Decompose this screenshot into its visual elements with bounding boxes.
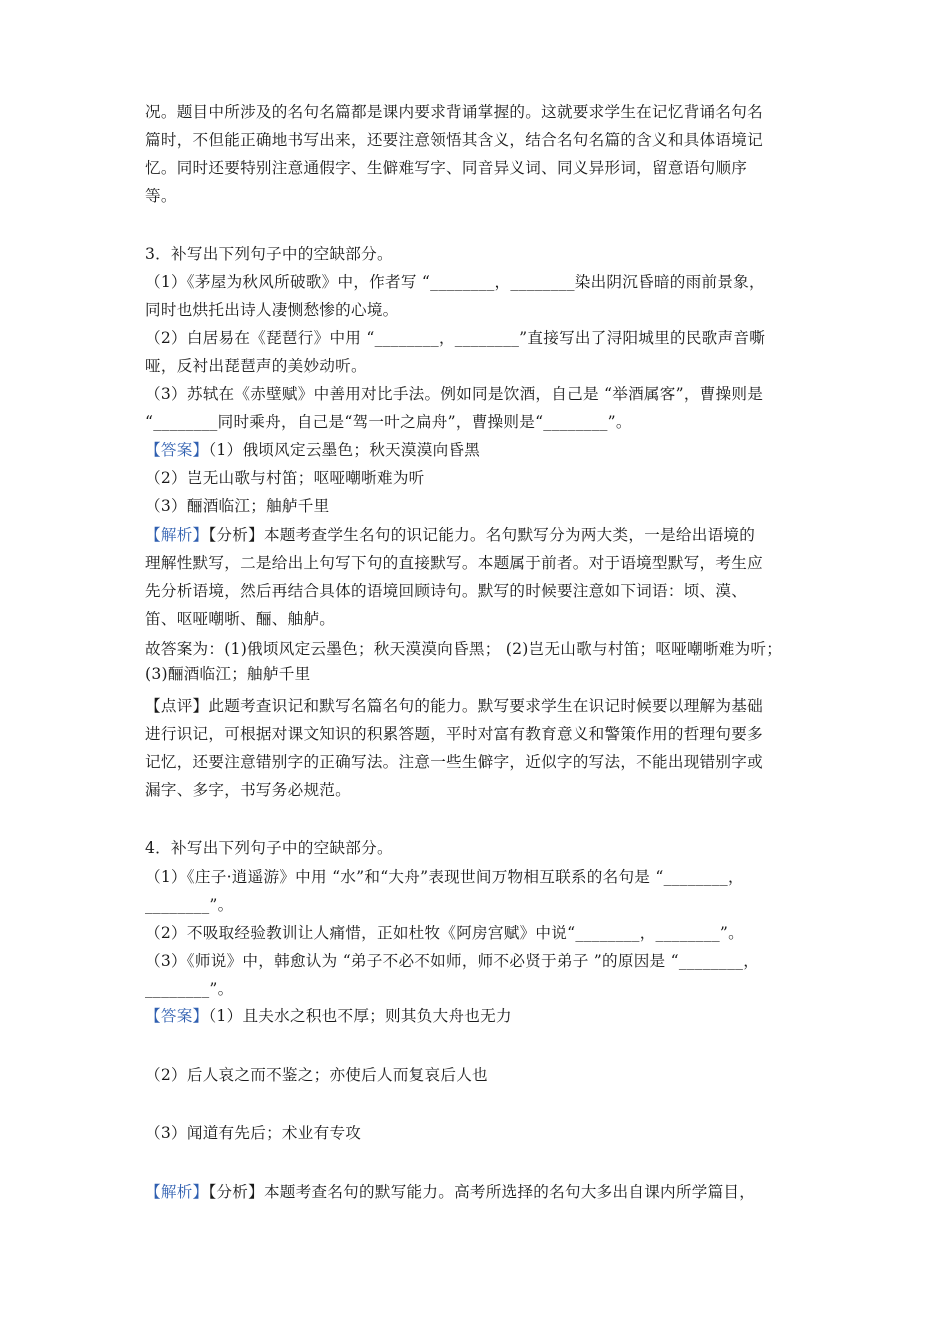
question-3-line: 哑，反衬出琵琶声的美妙动听。 <box>145 357 367 375</box>
answer-text: （1）且夫水之积也不厚；则其负大舟也无力 <box>208 1007 512 1025</box>
final-answer-3-line: 故答案为：(1)俄顷风定云墨色；秋天漠漠向昏黑； (2)岂无山歌与村笛；呕哑嘲哳难为听； <box>145 640 783 658</box>
analysis-text: 【分析】本题考查学生名句的识记能力。名句默写分为两大类，一是给出语境的 <box>208 526 756 544</box>
analysis-tag: 【解析】 <box>145 526 209 544</box>
intro-line: 况。题目中所涉及的名句名篇都是课内要求背诵掌握的。这就要求学生在记忆背诵名句名 <box>145 103 763 121</box>
answer-text: （1）俄顷风定云墨色；秋天漠漠向昏黑 <box>208 441 481 459</box>
question-3-title: 3．补写出下列句子中的空缺部分。 <box>145 245 393 263</box>
analysis-text: 【分析】本题考查名句的默写能力。高考所选择的名句大多出自课内所学篇目， <box>208 1183 756 1201</box>
comment-3-line: 【点评】此题考查识记和默写名篇名句的能力。默写要求学生在识记时候要以理解为基础 <box>145 697 763 715</box>
question-4-line: ________”。 <box>145 980 234 998</box>
answer-tag: 【答案】 <box>145 441 209 459</box>
question-4-line: ________”。 <box>145 896 234 914</box>
analysis-3-line <box>145 524 755 546</box>
question-4-title: 4．补写出下列句子中的空缺部分。 <box>145 839 393 857</box>
question-4-line: （3）《师说》中，韩愈认为 “弟子不必不如师，师不必贤于弟子 ”的原因是 “________， <box>145 952 760 970</box>
intro-line: 忆。同时还要特别注意通假字、生僻难写字、同音异义词、同义异形词，留意语句顺序 <box>145 159 748 177</box>
final-answer-3-line: (3)酾酒临江；舳舻千里 <box>145 665 311 683</box>
question-3-line: （1）《茅屋为秋风所破歌》中，作者写 “________，________染出阴沉昏暗的雨前景象， <box>145 273 765 291</box>
answer-4-line: （3）闻道有先后；术业有专攻 <box>145 1124 362 1142</box>
answer-4-line: （2）后人哀之而不鉴之；亦使后人而复哀后人也 <box>145 1066 488 1084</box>
analysis-3-line: 先分析语境，然后再结合具体的语境回顾诗句。默写的时候要注意如下词语：顷、漠、 <box>145 582 748 600</box>
analysis-tag: 【解析】 <box>145 1183 209 1201</box>
question-3-line: （3）苏轼在《赤壁赋》中善用对比手法。例如同是饮酒，自己是 “举酒属客”，曹操则是 <box>145 385 764 403</box>
comment-3-line: 记忆，还要注意错别字的正确写法。注意一些生僻字，近似字的写法，不能出现错别字或 <box>145 753 763 771</box>
comment-3-line: 进行识记，可根据对课文知识的积累答题，平时对富有教育意义和警策作用的哲理句要多 <box>145 725 763 743</box>
question-3-line: （2）白居易在《琵琶行》中用 “________，________”直接写出了浔阳城里的民歌声音嘶 <box>145 329 766 347</box>
question-4-line: （1）《庄子·逍遥游》中用 “水”和“大舟”表现世间万物相互联系的名句是 “________， <box>145 868 744 886</box>
question-3-line: 同时也烘托出诗人凄恻愁惨的心境。 <box>145 301 399 319</box>
answer-tag: 【答案】 <box>145 1007 209 1025</box>
analysis-3-line: 笛、呕哑嘲哳、酾、舳舻。 <box>145 610 336 628</box>
question-4-line: （2）不吸取经验教训让人痛惜，正如杜牧《阿房宫赋》中说“________，________”。 <box>145 924 744 942</box>
answer-4-line <box>145 1005 512 1027</box>
analysis-3-line: 理解性默写，二是给出上句写下句的直接默写。本题属于前者。对于语境型默写，考生应 <box>145 554 763 572</box>
intro-line: 篇时，不但能正确地书写出来，还要注意领悟其含义，结合名句名篇的含义和具体语境记 <box>145 131 763 149</box>
question-3-line: “________同时乘舟，自己是“驾一叶之扁舟”，曹操则是“________”。 <box>145 413 632 431</box>
analysis-4-line <box>145 1181 755 1203</box>
answer-3-line: （3）酾酒临江；舳舻千里 <box>145 497 330 515</box>
intro-line: 等。 <box>145 187 177 205</box>
comment-3-line: 漏字、多字，书写务必规范。 <box>145 781 351 799</box>
answer-3-line <box>145 439 480 461</box>
answer-3-line: （2）岂无山歌与村笛；呕哑嘲哳难为听 <box>145 469 425 487</box>
